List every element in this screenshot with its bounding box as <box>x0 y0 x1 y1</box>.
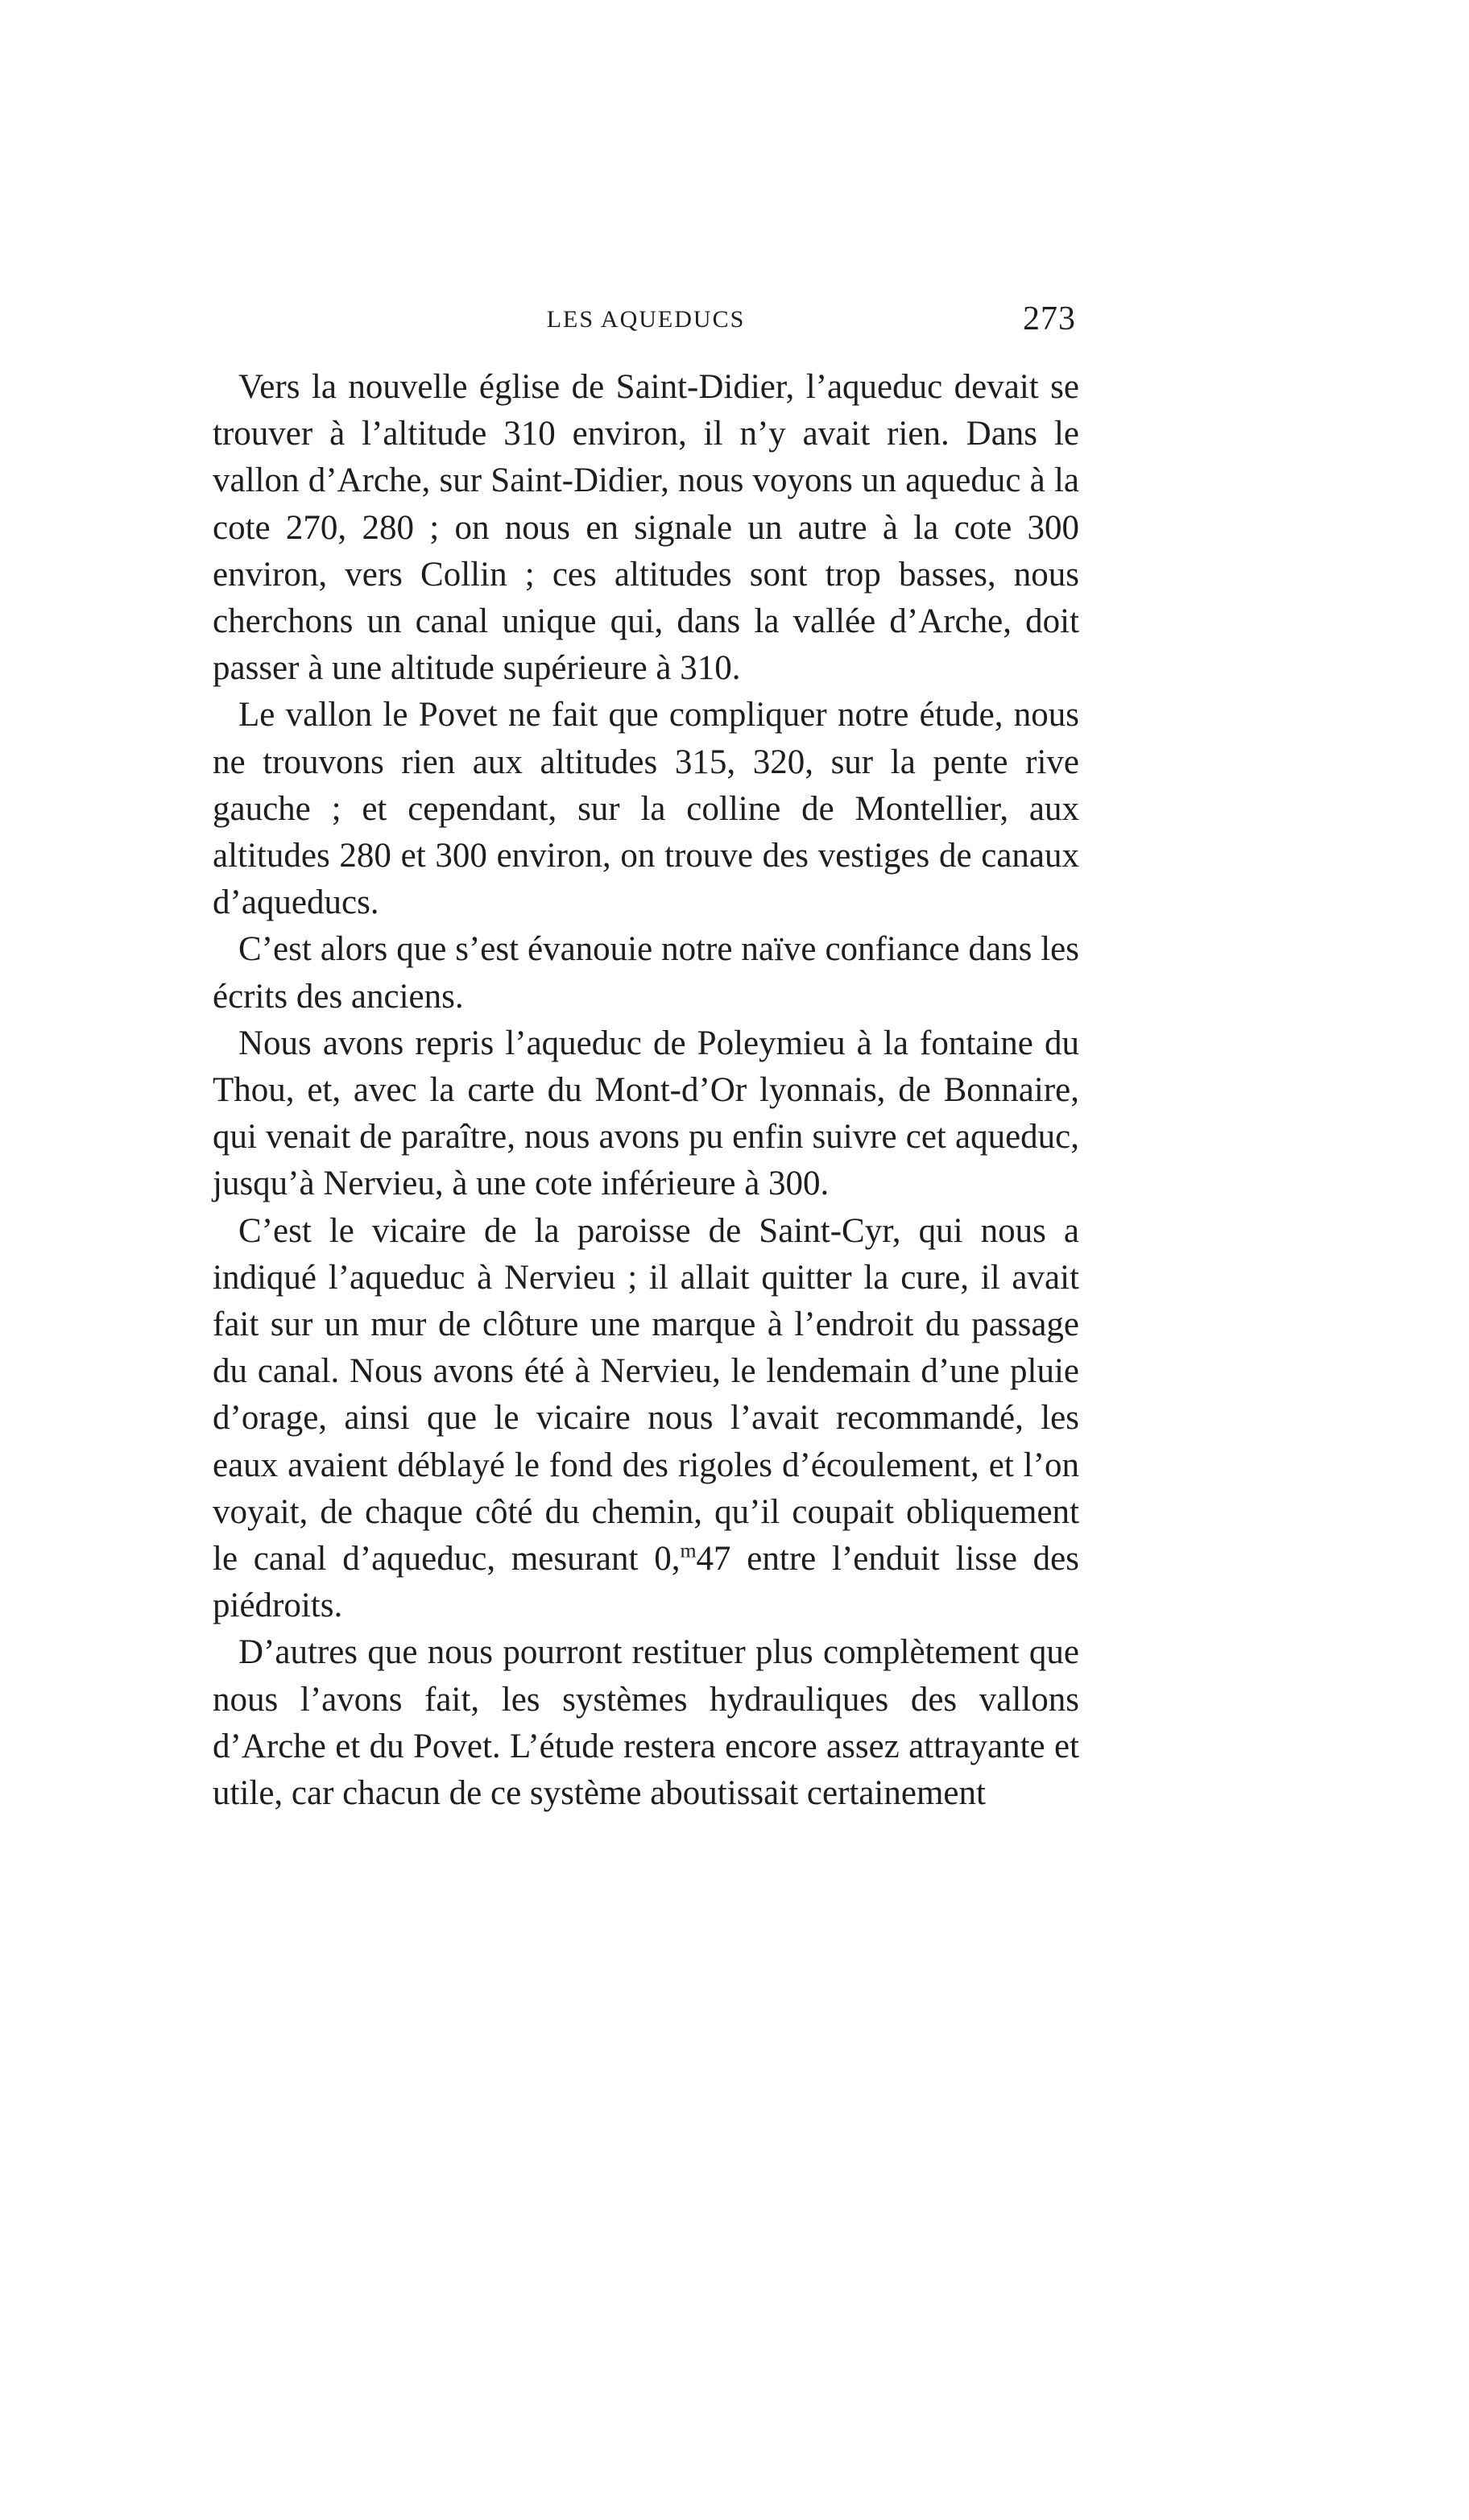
page-number: 273 <box>1023 300 1076 337</box>
unit-superscript: m <box>680 1538 697 1562</box>
paragraph-text: C’est le vicaire de la paroisse de Saint-Cyr, qui nous a indiqué l’aqueduc à Nervieu ; il allait quitter la cure, il avait fait sur un mur de clôture une marque à l’endroit du passage du canal. Nous avons été à Nervieu, le lendemain d’une pluie d’orage, ainsi que le vicaire nous l’avait recommandé, les eaux avaient déblayé le fond des rigoles d’écoulement, et l’on voyait, de chaque côté du chemin, qu’il coupait obliquement le canal d’aqueduc, mesurant 0, <box>213 1211 1079 1579</box>
paragraph-text: 47 entre l’enduit lisse des piédroits. <box>213 1540 1079 1625</box>
paragraph: D’autres que nous pourront restituer plus complètement que nous l’avons fait, les systèmes hydrauliques des vallons d’Arche et du Povet. L’étude restera encore assez attrayante et utile, car chacun de ce système aboutissait certainement <box>213 1633 1079 1813</box>
paragraph: Vers la nouvelle église de Saint-Didier, l’aqueduc devait se trouver à l’altitude 310 environ, il n’y avait rien. Dans le vallon d’Arche, sur Saint-Didier, nous voyons un aqueduc à la cote 270, 280 ; on nous en signale un autre à la cote 300 environ, vers Collin ; ces altitudes sont trop basses, nous cherchons un canal unique qui, dans la vallée d’Arche, doit passer à une altitude supérieure à 310. <box>213 368 1079 688</box>
running-title: LES AQUEDUCS <box>546 306 746 333</box>
body-text <box>213 364 1079 1817</box>
paragraph: C’est alors que s’est évanouie notre naïve confiance dans les écrits des anciens. <box>213 930 1079 1016</box>
paragraph: Le vallon le Povet ne fait que compliquer notre étude, nous ne trouvons rien aux altitudes 315, 320, sur la pente rive gauche ; et cependant, sur la colline de Montellier, aux altitudes 280 et 300 environ, on trouve des vestiges de canaux d’aqueducs. <box>213 696 1079 922</box>
paragraph <box>213 1208 1079 1630</box>
paragraph: Nous avons repris l’aqueduc de Poleymieu à la fontaine du Thou, et, avec la carte du Mont-d’Or lyonnais, de Bonnaire, qui venait de paraître, nous avons pu enfin suivre cet aqueduc, jusqu’à Nervieu, à une cote inférieure à 300. <box>213 1024 1079 1203</box>
page-header <box>213 300 1079 348</box>
